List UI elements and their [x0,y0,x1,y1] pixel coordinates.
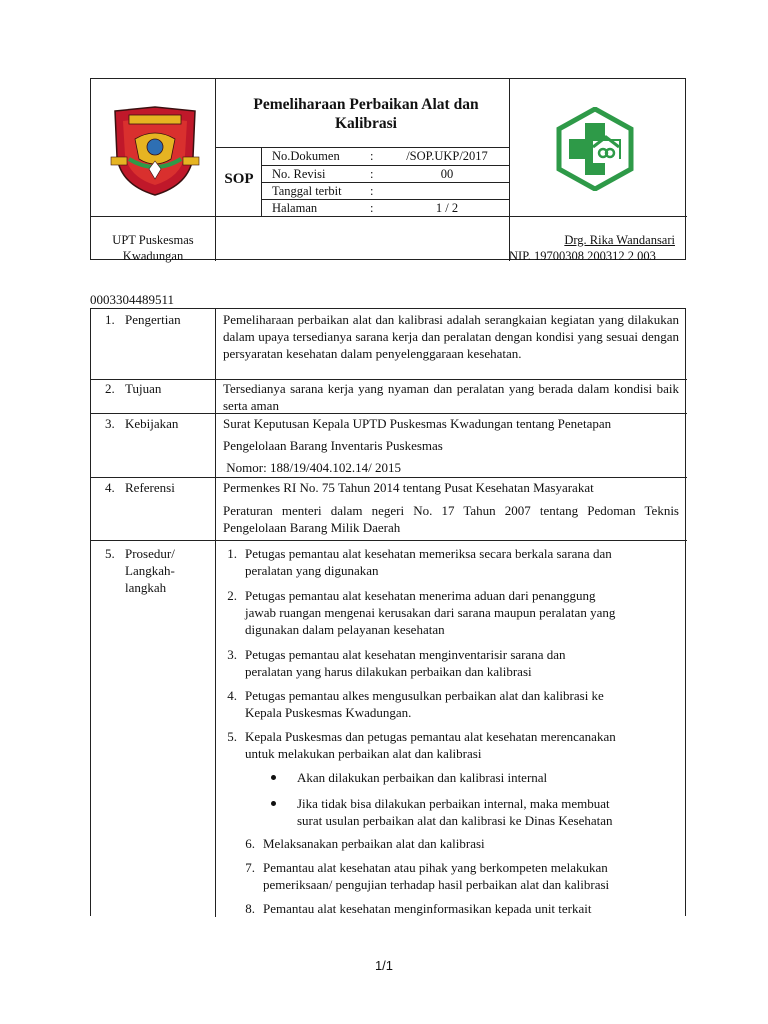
sop-header [90,78,686,263]
divider [91,477,687,478]
doc-field-page: Halaman : 1 / 2 [272,201,459,215]
document-title: Pemeliharaan Perbaikan Alat dan Kalibrasi [253,96,479,132]
section-text-tujuan: Tersedianya sarana kerja yang nyaman dan peralatan yang berada dalam kondisi baik serta aman [223,381,679,413]
document-code: 0003304489511 [90,292,175,307]
doc-field-revision: No. Revisi : 00 [272,167,454,181]
section-text-referensi: Permenkes RI No. 75 Tahun 2014 tentang Pusat Kesehatan Masyarakat Peraturan menteri dalam negeri No. 17 Tahun 2007 tentang Pedoman Teknis Pengelolaan Barang Milik Daerah [223,480,679,535]
divider [215,79,216,261]
signer-nip: NIP. 19700308 200312 2 003 [509,249,656,263]
regency-emblem-logo [105,99,205,199]
doc-field-issue-date: Tanggal terbit : [272,184,374,198]
signer-name: Drg. Rika Wandansari [564,233,675,247]
unit-name: UPT Puskesmas Kwadungan [112,233,194,263]
section-label-kebijakan: 3. Kebijakan [105,416,179,431]
bullet-icon [271,775,276,780]
section-label-pengertian: 1. Pengertian [105,312,181,327]
section-text-kebijakan: Surat Keputusan Kepala UPTD Puskesmas Kwadungan tentang Penetapan Pengelolaan Barang Inventaris Puskesmas Nomor: 188/19/404.102.14/ 2015 [223,416,612,475]
section-label-referensi: 4. Referensi [105,480,175,495]
puskesmas-logo [553,107,637,191]
section-text-pengertian: Pemeliharaan perbaikan alat dan kalibrasi adalah serangkaian kegiatan yang dilakukan dalam upaya tersedianya sarana kerja dan peralatan dengan kondisi yang sesuai dengan persyaratan kesehatan dalam penyelenggaraan kesehatan. [223,312,679,361]
sop-content-table: 1. Pengertian Pemeliharaan perbaikan alat dan kalibrasi adalah serangkaian kegiatan yang dilakukan dalam upaya tersedianya sarana kerja dan peralatan dengan kondisi yang sesuai dengan persyaratan kesehatan dalam penyelenggaraan kesehatan. 2. Tujuan Tersedianya sarana kerja yang nyaman dan peralatan yang berada dalam kondisi baik serta aman 3. Kebijakan Surat Keputusan Kepala UPTD Puskesmas Kwadungan tentang Penetapan Pengelolaan Barang Inventaris Puskesmas Nomor: 188/19/404.102.14/ 2015 4. Referensi Permenkes RI No. 75 Tahun 2014 tentang Pusat Kesehatan Masyarakat Peraturan menteri dalam negeri No. 17 Tahun 2007 tentang Pedoman Teknis Pengelolaan Barang Milik Daerah 5. Prosedur/ Langkah- langkah 1. Petugas pemantau alat kesehatan memeriksa secara berkala sarana dan peralatan yang digunakan 2. Petugas pemantau alat kesehatan menerima aduan dari penanggung jawab ruangan mengenai kerusakan dari sarana maupun peralatan yang digunakan dalam pelayanan kesehatan 3. Petugas pemantau alat kesehatan menginventarisir sarana dan peralatan yang harus dilakukan perbaikan dan kalibrasi 4. Petugas pemantau alkes mengusulkan perbaikan alat dan kalibrasi ke Kepala Puskesmas Kwadungan. 5. Kepala Puskesmas dan petugas pemantau alat kesehatan merencanakan untuk melakukan perbaikan alat dan kalibrasi Akan dilakukan perbaikan dan kalibrasi internal Jika tidak bisa dilakukan perbaikan internal, maka membuat surat usulan perbaikan alat dan kalibrasi ke Dinas Kesehatan 6. Melaksanakan perbaikan alat dan kalibrasi 7. Pemantau alat kesehatan atau pihak yang berkompeten melakukan pemeriksaan/ pengujian terhadap hasil perbaikan alat dan kalibrasi 8. Pemantau alat kesehatan menginformasikan kepada unit terkait [90,308,686,916]
bullet-icon [271,801,276,806]
signatory [509,232,685,264]
sop-label: SOP [224,171,254,187]
page-number: 1/1 [374,958,394,973]
section-label-tujuan: 2. Tujuan [105,381,162,396]
divider [91,540,687,541]
doc-field-number: No.Dokumen : /SOP.UKP/2017 [272,149,488,163]
divider [215,309,216,917]
section-label-prosedur: 5. Prosedur/ Langkah- langkah [105,546,175,595]
